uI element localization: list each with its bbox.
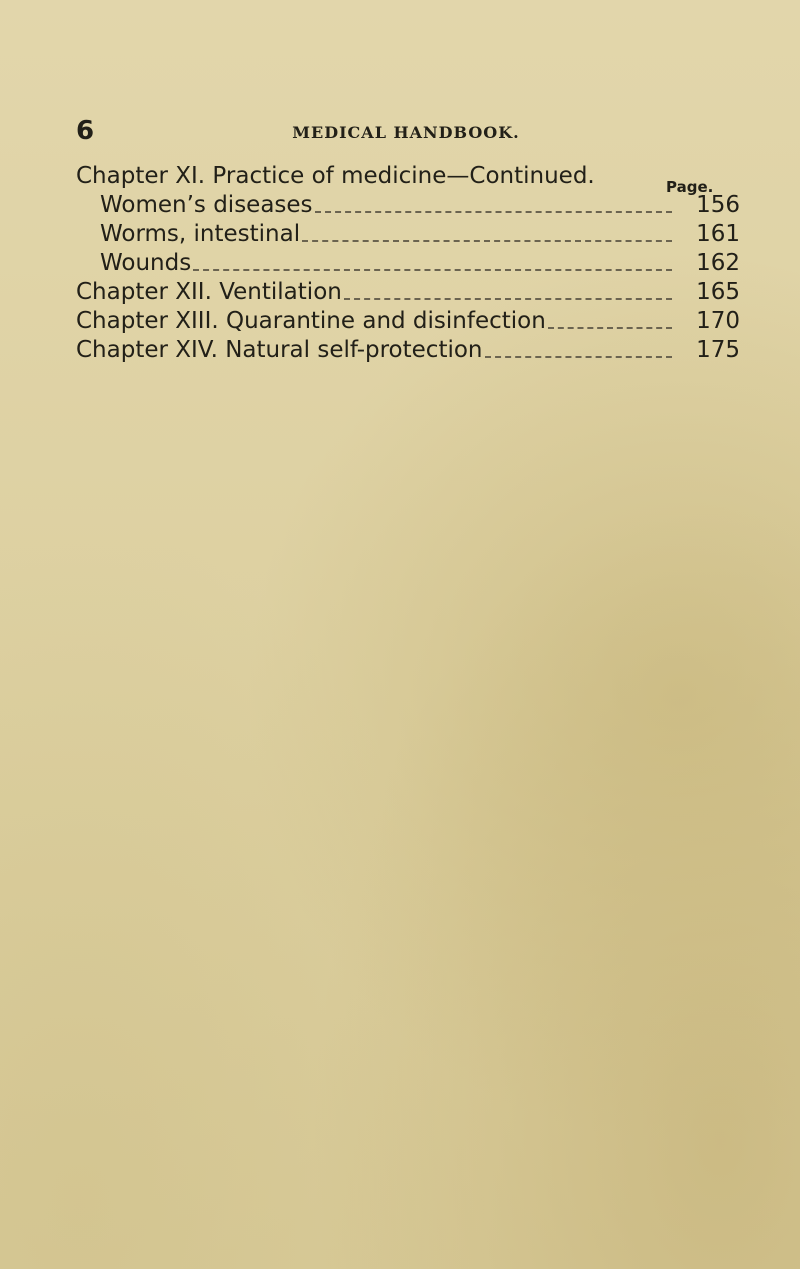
dot-leader <box>302 240 672 242</box>
table-of-contents <box>76 160 740 365</box>
toc-entry-page: 161 <box>696 221 740 247</box>
toc-entry-page: 165 <box>696 279 740 305</box>
dot-leader <box>193 269 672 271</box>
toc-entry-title: Worms, intestinal <box>100 221 301 247</box>
dot-leader <box>315 211 672 213</box>
toc-entry-page: 170 <box>696 308 740 334</box>
toc-entry-page: 162 <box>696 250 740 276</box>
page-header <box>76 116 736 150</box>
toc-entry-page: 156 <box>696 192 740 218</box>
toc-entry-chapter-xiv <box>76 336 740 365</box>
toc-entry-chapter-xiii <box>76 307 740 336</box>
toc-entry-chapter-xii <box>76 278 740 307</box>
toc-entry-title: Wounds <box>100 250 192 276</box>
dot-leader <box>344 298 672 300</box>
toc-entry-title: Chapter XIII. Quarantine and disinfection <box>76 308 546 334</box>
toc-entry-worms-intestinal <box>76 220 740 249</box>
toc-entry-title: Women’s diseases <box>100 192 313 218</box>
toc-entry-womens-diseases <box>76 191 740 220</box>
dot-leader <box>485 356 673 358</box>
dot-leader <box>548 327 672 329</box>
page-column-label: Page. <box>666 178 714 196</box>
toc-entry-chapter-xi <box>76 160 740 191</box>
toc-entry-wounds <box>76 249 740 278</box>
running-title: MEDICAL HANDBOOK. <box>292 123 520 142</box>
toc-entry-title: Chapter XI. Practice of medicine—Continued. <box>76 163 595 189</box>
page-number: 6 <box>76 116 95 146</box>
toc-entry-page: 175 <box>696 337 740 363</box>
toc-entry-title: Chapter XIV. Natural self-protection <box>76 337 483 363</box>
toc-entry-title: Chapter XII. Ventilation <box>76 279 342 305</box>
